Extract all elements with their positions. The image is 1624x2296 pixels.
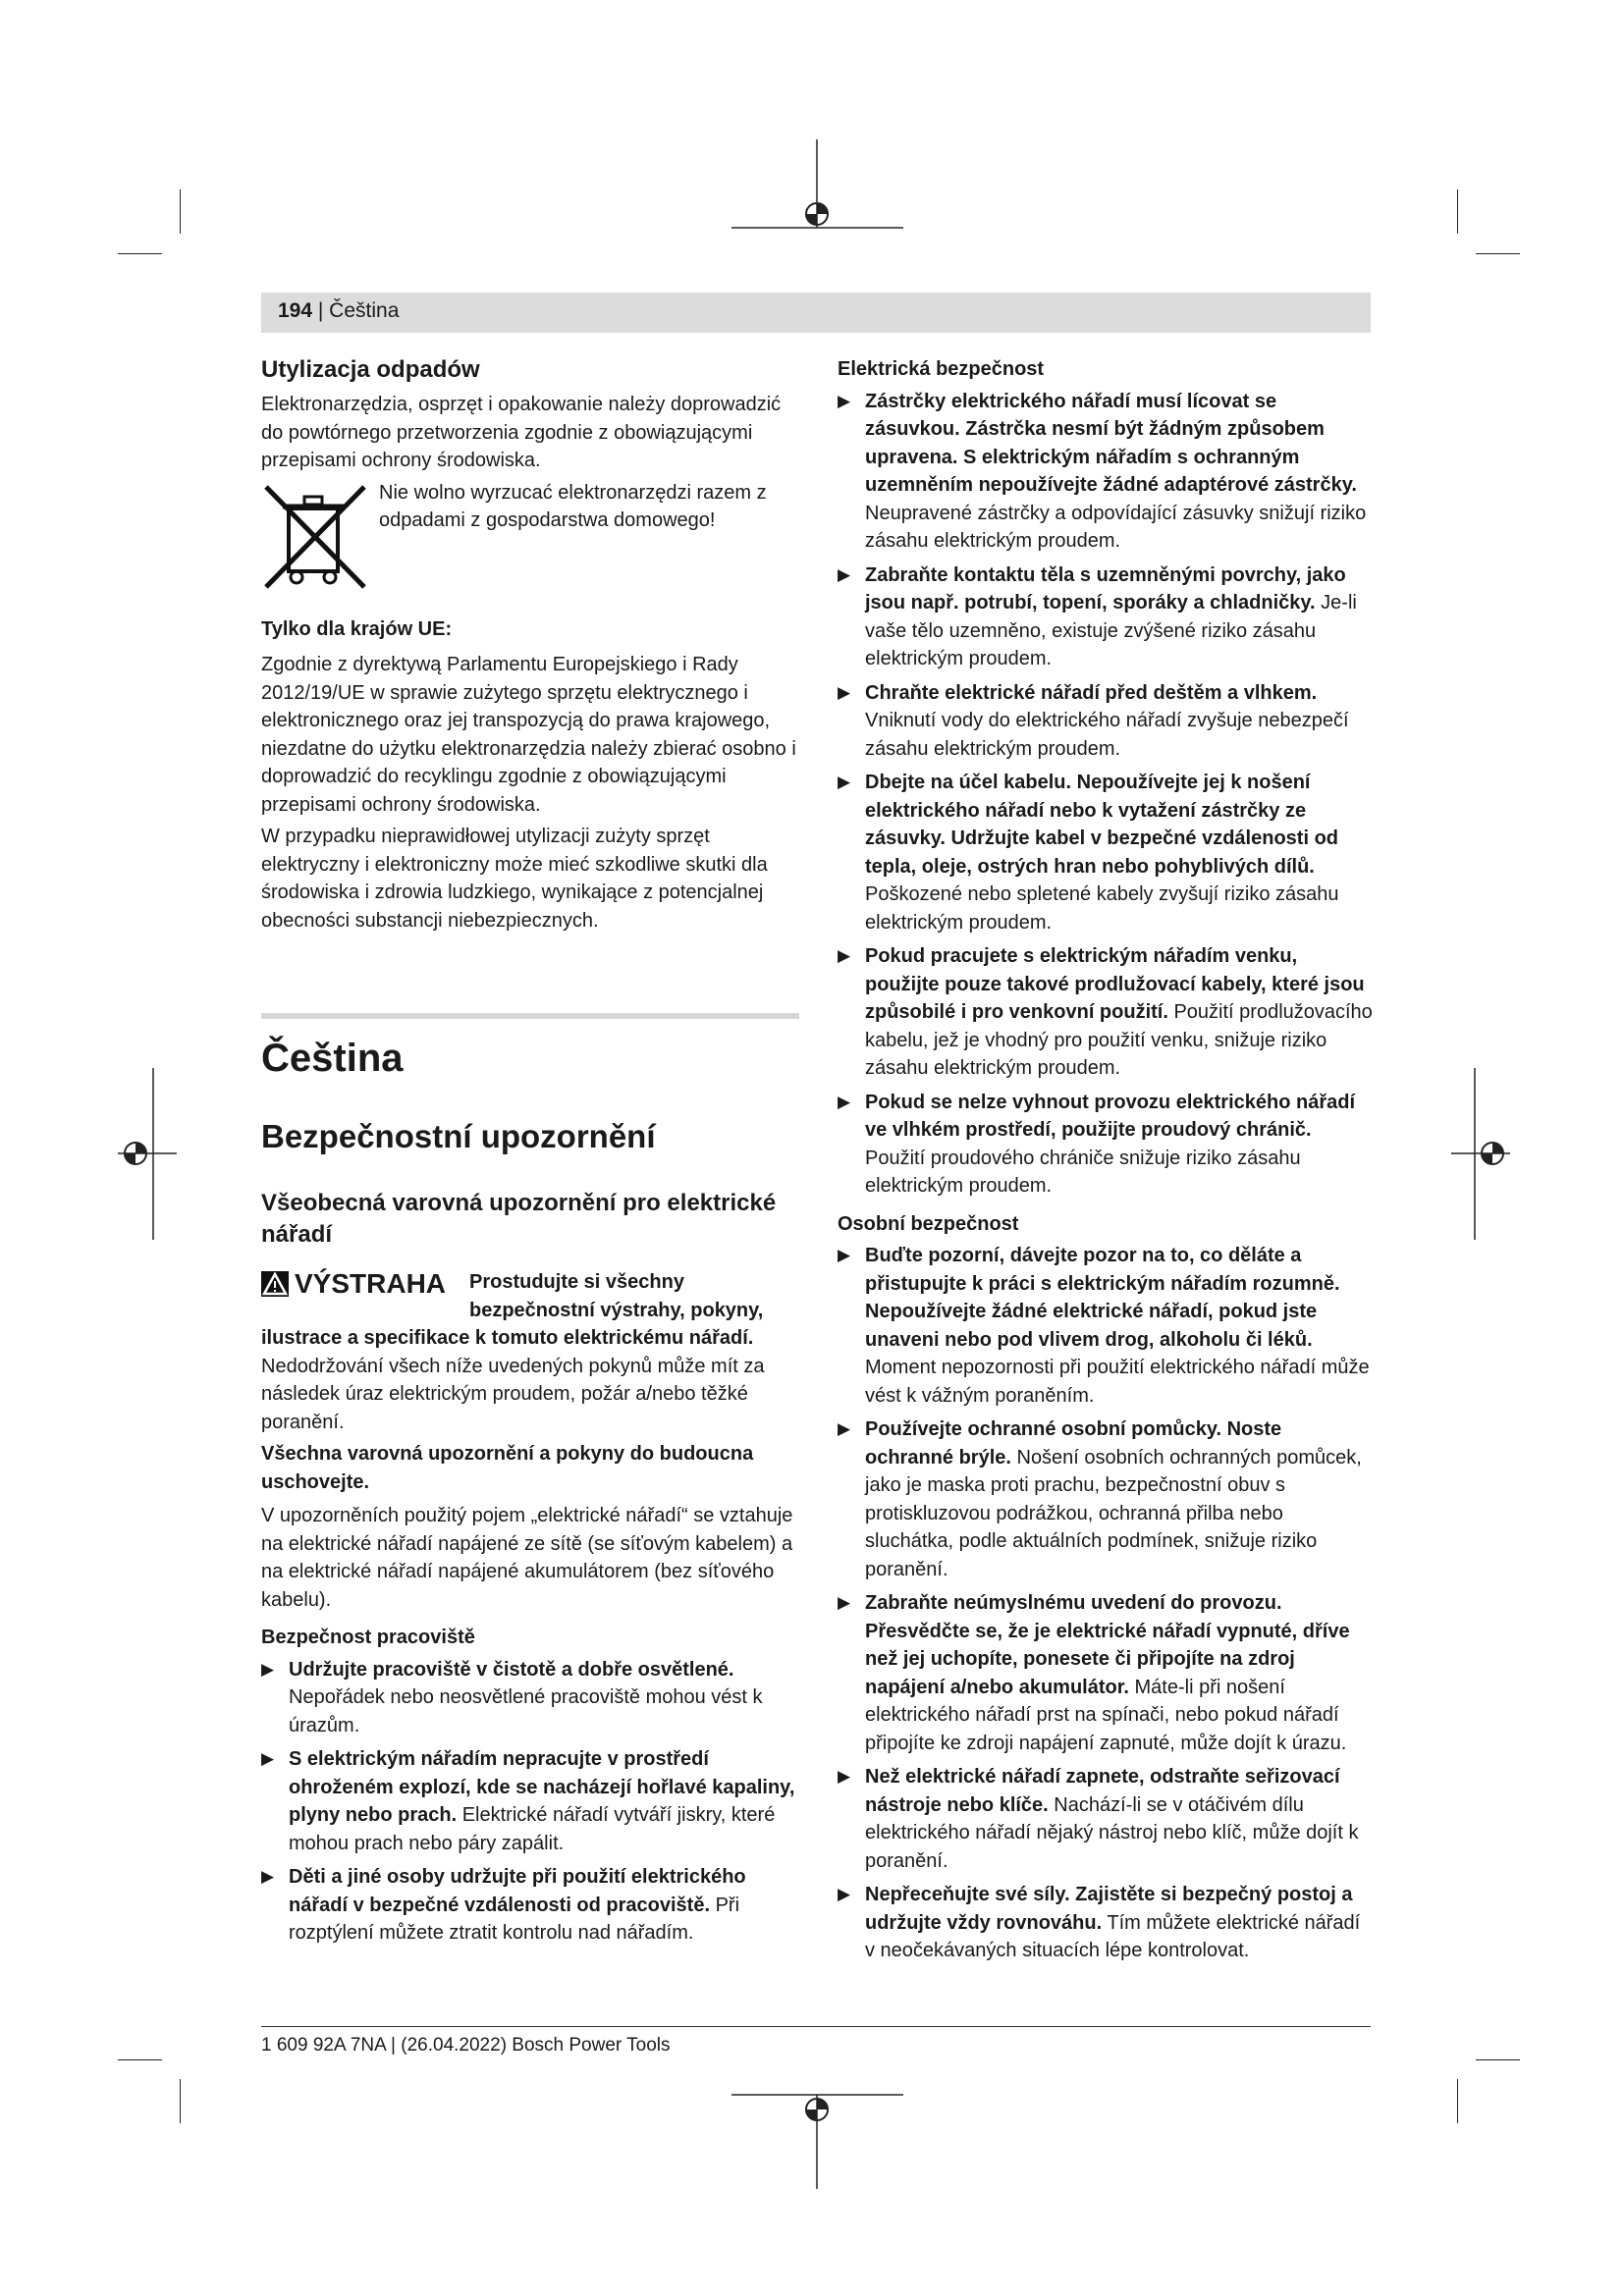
warning-label bbox=[261, 1268, 469, 1300]
workplace-list bbox=[261, 1656, 799, 1948]
crop-mark bbox=[180, 2079, 181, 2123]
arrow-bullet-icon: ▶ bbox=[838, 682, 851, 702]
registration-mark-left-icon bbox=[118, 1068, 177, 1240]
list-item: ▶ Používejte ochranné osobní pomůcky. Noste ochranné brýle. Nošení osobních ochranných pomůcek, jako je maska proti prachu, bezpečnostní obuv s protiskluzovou podrážkou, ochranná přilba nebo sluchátka, podle aktuálních podmínek, snižuje riziko poranění. bbox=[838, 1415, 1374, 1583]
list-item: ▶ Zástrčky elektrického nářadí musí lícovat se zásuvkou. Zástrčka nesmí být žádným způsobem upravena. S elektrickým nářadím s ochranným uzemněním nepoužívejte žádné adaptérové zástrčky. Neupravené zástrčky a odpovídající zásuvky snižují riziko zásahu elektrickým proudem. bbox=[838, 388, 1374, 556]
crop-mark bbox=[180, 189, 181, 234]
weee-text: Nie wolno wyrzucać elektronarzędzi razem z odpadami z gospodarstwa domowego! bbox=[379, 481, 767, 531]
arrow-bullet-icon: ▶ bbox=[838, 564, 851, 584]
personal-list bbox=[838, 1242, 1374, 1965]
crop-mark bbox=[1457, 2079, 1458, 2123]
crop-mark bbox=[118, 253, 162, 254]
utylizacja-title: Utylizacja odpadów bbox=[261, 356, 480, 383]
ue-title: Tylko dla krajów UE: bbox=[261, 617, 453, 640]
crop-mark bbox=[1476, 2059, 1520, 2060]
arrow-bullet-icon: ▶ bbox=[838, 1419, 851, 1438]
list-item: ▶ Pokud pracujete s elektrickým nářadím venku, použijte pouze takové prodlužovací kabely, které jsou způsobilé i pro venkovní použití. Použití prodlužovacího kabelu, jež je vhodný pro použití venku, snižuje riziko zásahu elektrickým proudem. bbox=[838, 942, 1374, 1083]
crop-mark bbox=[1476, 253, 1520, 254]
arrow-bullet-icon: ▶ bbox=[261, 1749, 275, 1768]
arrow-bullet-icon: ▶ bbox=[838, 1092, 851, 1111]
registration-mark-right-icon bbox=[1451, 1068, 1510, 1240]
safety-title: Bezpečnostní upozornění bbox=[261, 1118, 656, 1154]
general-warnings-title: Všeobecná varovná upozornění pro elektrické nářadí bbox=[261, 1190, 777, 1248]
right-column bbox=[838, 355, 1374, 1971]
arrow-bullet-icon: ▶ bbox=[838, 1593, 851, 1612]
language-title: Čeština bbox=[261, 1037, 404, 1080]
header-language: Čeština bbox=[329, 299, 400, 322]
arrow-bullet-icon: ▶ bbox=[838, 946, 851, 965]
arrow-bullet-icon: ▶ bbox=[838, 1767, 851, 1786]
term-paragraph: V upozorněních použitý pojem „elektrické nářadí“ se vztahuje na elektrické nářadí napájené ze sítě (se síťovým kabelem) a na elektrické nářadí napájené akumulátorem (bez síťového kabelu). bbox=[261, 1505, 793, 1611]
header-bar bbox=[261, 293, 1371, 333]
warning-block bbox=[261, 1268, 799, 1324]
warning-text-a: Prostudujte si všechny bezpečnostní výstrahy, pokyny, bbox=[469, 1271, 764, 1321]
list-item: ▶ Zabraňte kontaktu těla s uzemněnými povrchy, jako jsou např. potrubí, topení, sporáky a chladničky. Je-li vaše tělo uzemněno, existuje zvýšené riziko zásahu elektrickým proudem. bbox=[838, 561, 1374, 673]
list-item: ▶ Buďte pozorní, dávejte pozor na to, co děláte a přistupujte k práci s elektrickým nářadím rozumně. Nepoužívejte žádné elektrické nářadí, pokud jste unaveni nebo pod vlivem drog, alkoholu či léků. Moment nepozornosti při použití elektrického nářadí může vést k vážným poraněním. bbox=[838, 1242, 1374, 1410]
arrow-bullet-icon: ▶ bbox=[838, 391, 851, 410]
warning-triangle-icon bbox=[261, 1271, 289, 1297]
arrow-bullet-icon: ▶ bbox=[838, 1246, 851, 1264]
list-item: ▶ Udržujte pracoviště v čistotě a dobře osvětlené. Nepořádek nebo neosvětlené pracoviště mohou vést k úrazům. bbox=[261, 1656, 799, 1740]
utylizacja-paragraph: Elektronarzędzia, osprzęt i opakowanie należy doprowadzić do powtórnego przetworzenia zgodnie z obowiązującymi przepisami ochrony środowiska. bbox=[261, 394, 782, 471]
arrow-bullet-icon: ▶ bbox=[261, 1659, 275, 1679]
left-column bbox=[261, 355, 799, 1953]
ue-paragraph-1: Zgodnie z dyrektywą Parlamentu Europejskiego i Rady 2012/19/UE w sprawie zużytego sprzętu elektrycznego i elektronicznego oraz jej transpozycją do prawa krajowego, niezdatne do użytku elektronarzędzia należy zbierać osobno i doprowadzić do recyklingu zgodnie z obowiązującymi przepisami ochrony środowiska. bbox=[261, 654, 796, 816]
crop-mark bbox=[118, 2059, 162, 2060]
arrow-bullet-icon: ▶ bbox=[261, 1867, 275, 1886]
list-item: ▶ Dbejte na účel kabelu. Nepoužívejte jej k nošení elektrického nářadí nebo k vytažení zástrčky ze zásuvky. Udržujte kabel v bezpečné vzdálenosti od tepla, oleje, ostrých hran nebo pohyblivých dílů. Poškozené nebo spletené kabely zvyšují riziko zásahu elektrickým proudem. bbox=[838, 769, 1374, 936]
ue-paragraph-2: W przypadku nieprawidłowej utylizacji zużyty sprzęt elektryczny i elektroniczny może mieć szkodliwe skutki dla środowiska i zdrowia ludzkiego, wynikające z potencjalnej obecności substancji niebezpiecznych. bbox=[261, 826, 768, 932]
page-number: 194 bbox=[278, 299, 313, 322]
page-header: 194 | Čeština bbox=[278, 299, 400, 322]
footer-text: 1 609 92A 7NA | (26.04.2022) Bosch Power Tools bbox=[261, 2035, 671, 2056]
weee-block bbox=[261, 479, 799, 592]
footer-rule bbox=[261, 2026, 1371, 2027]
registration-mark-top-icon bbox=[731, 139, 903, 247]
list-item: ▶ Děti a jiné osoby udržujte při použití elektrického nářadí v bezpečné vzdálenosti od pracoviště. Při rozptýlení můžete ztratit kontrolu nad nářadím. bbox=[261, 1863, 799, 1948]
list-item: ▶ Chraňte elektrické nářadí před deštěm a vlhkem. Vniknutí vody do elektrického nářadí zvyšuje nebezpečí zásahu elektrickým proudem. bbox=[838, 679, 1374, 764]
keep-instructions: Všechna varovná upozornění a pokyny do budoucna uschovejte. bbox=[261, 1443, 754, 1493]
arrow-bullet-icon: ▶ bbox=[838, 1885, 851, 1903]
section-rule bbox=[261, 1013, 799, 1019]
warning-label-text: VÝSTRAHA bbox=[295, 1268, 447, 1299]
workplace-title: Bezpečnost pracoviště bbox=[261, 1627, 475, 1648]
crossed-bin-icon bbox=[261, 479, 369, 592]
electric-safety-title: Elektrická bezpečnost bbox=[838, 358, 1045, 380]
list-item: ▶ S elektrickým nářadím nepracujte v prostředí ohroženém explozí, kde se nacházejí hořlavé kapaliny, plyny nebo prach. Elektrické nářadí vytváří jiskry, které mohou prach nebo páry zapálit. bbox=[261, 1745, 799, 1857]
crop-mark bbox=[1457, 189, 1458, 234]
personal-safety-title: Osobní bezpečnost bbox=[838, 1212, 1019, 1235]
list-item: ▶ Nepřeceňujte své síly. Zajistěte si bezpečný postoj a udržujte vždy rovnováhu. Tím můžete elektrické nářadí v neočekávaných situacích lépe kontrolovat. bbox=[838, 1881, 1374, 1965]
arrow-bullet-icon: ▶ bbox=[838, 773, 851, 791]
list-item: ▶ Pokud se nelze vyhnout provozu elektrického nářadí ve vlhkém prostředí, použijte proudový chránič. Použití proudového chrániče snižuje riziko zásahu elektrickým proudem. bbox=[838, 1089, 1374, 1201]
electric-list bbox=[838, 388, 1374, 1201]
list-item: ▶ Zabraňte neúmyslnému uvedení do provozu. Přesvědčte se, že je elektrické nářadí vypnuté, dříve než jej uchopíte, ponesete či připojíte na zdroj napájení a/nebo akumulátor. Máte-li při nošení elektrického nářadí prst na spínači, nebo pokud nářadí připojíte ke zdroji napájení zapnuté, může dojít k úrazu. bbox=[838, 1589, 1374, 1757]
list-item: ▶ Než elektrické nářadí zapnete, odstraňte seřizovací nástroje nebo klíče. Nachází-li se v otáčivém dílu elektrického nářadí nějaký nástroj nebo klíč, může dojít k poranění. bbox=[838, 1763, 1374, 1875]
warning-text-b: ilustrace a specifikace k tomuto elektrickému nářadí. bbox=[261, 1327, 754, 1349]
registration-mark-bottom-icon bbox=[731, 2081, 903, 2189]
warning-text-c: Nedodržování všech níže uvedených pokynů může mít za následek úraz elektrickým proudem, požár a/nebo těžké poranění. bbox=[261, 1355, 765, 1433]
